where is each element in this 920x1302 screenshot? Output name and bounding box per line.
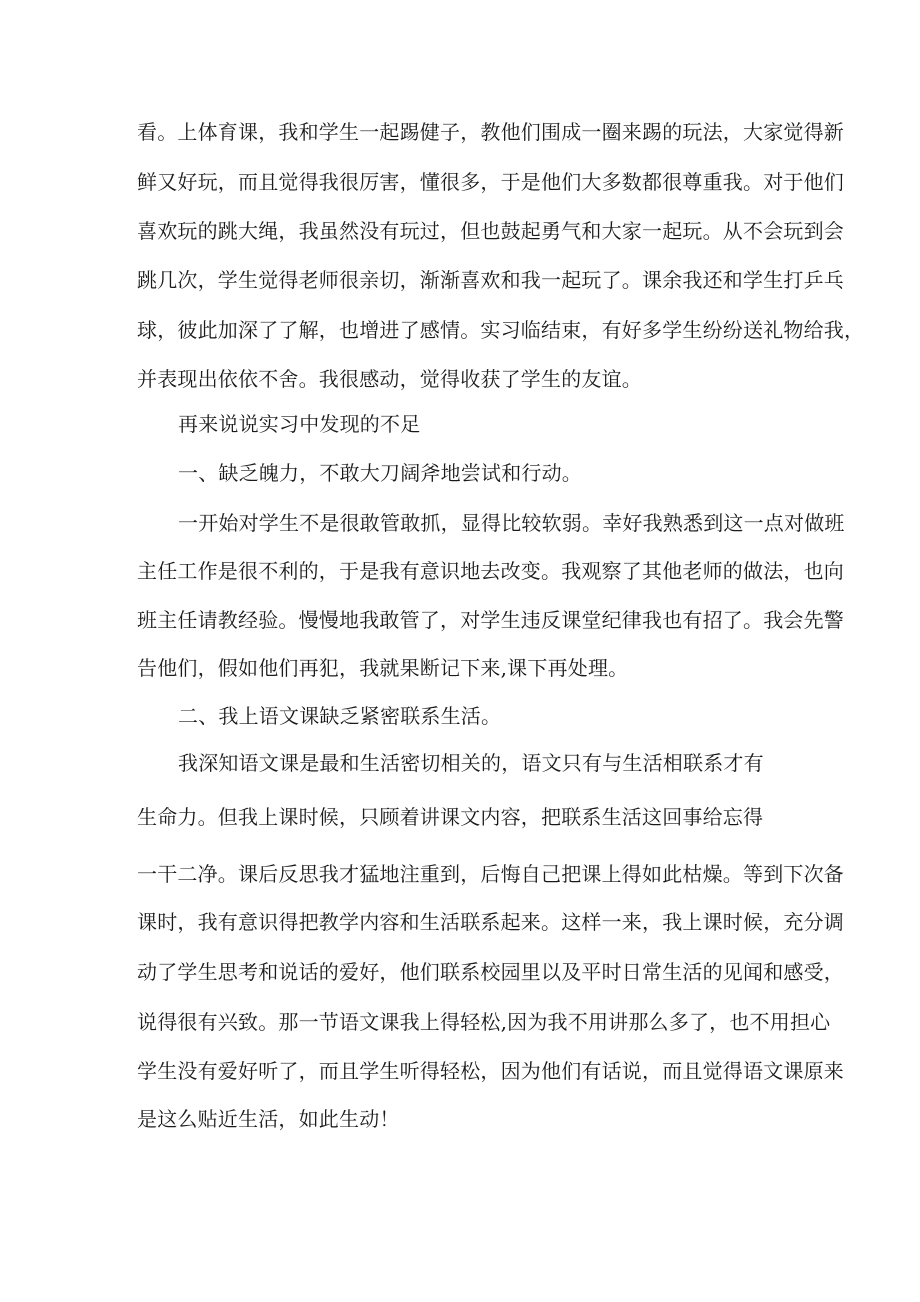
text-line: 课时，我有意识得把教学内容和生活联系起来。这样一来，我上课时候，充分调 <box>137 910 844 934</box>
text-line: 主任工作是很不利的，于是我有意识地去改变。我观察了其他老师的做法，也向 <box>137 559 844 583</box>
text-line: 学生没有爱好听了，而且学生听得轻松，因为他们有话说，而且觉得语文课原来 <box>137 1059 844 1083</box>
point-heading: 一、缺乏魄力，不敢大刀阔斧地尝试和行动。 <box>178 461 582 485</box>
section-heading: 再来说说实习中发现的不足 <box>178 412 421 436</box>
text-line: 一开始对学生不是很敢管敢抓，显得比较软弱。幸好我熟悉到这一点对做班 <box>178 511 845 535</box>
text-line: 看。上体育课，我和学生一起踢健子，教他们围成一圈来踢的玩法，大家觉得新 <box>137 120 844 144</box>
text-line: 跳几次，学生觉得老师很亲切，渐渐喜欢和我一起玩了。课余我还和学生打乒乓 <box>137 268 844 292</box>
text-line: 动了学生思考和说话的爱好，他们联系校园里以及平时日常生活的见闻和感受， <box>137 960 844 984</box>
text-line: 说得很有兴致。那一节语文课我上得轻松,因为我不用讲那么多了，也不用担心 <box>137 1010 831 1034</box>
text-line: 告他们，假如他们再犯，我就果断记下来,课下再处理。 <box>137 656 629 680</box>
point-heading: 二、我上语文课缺乏紧密联系生活。 <box>178 704 502 728</box>
text-line: 班主任请教经验。慢慢地我敢管了，对学生违反课堂纪律我也有招了。我会先警 <box>137 608 844 632</box>
text-line: 一干二净。课后反思我才猛地注重到，后悔自己把课上得如此枯燥。等到下次备 <box>137 862 844 886</box>
text-line: 鲜又好玩，而且觉得我很厉害，懂很多，于是他们大多数都很尊重我。对于他们 <box>137 170 844 194</box>
text-line: 喜欢玩的跳大绳，我虽然没有玩过，但也鼓起勇气和大家一起玩。从不会玩到会 <box>137 219 844 243</box>
text-line: 我深知语文课是最和生活密切相关的，语文只有与生活相联系才有 <box>178 751 764 775</box>
text-line: 是这么贴近生活，如此生动！ <box>137 1107 400 1131</box>
text-line: 球，彼此加深了了解，也增进了感情。实习临结束，有好多学生纷纷送礼物给我， <box>137 318 865 342</box>
text-line: 并表现出依依不舍。我很感动，觉得收获了学生的友谊。 <box>137 367 642 391</box>
text-line: 生命力。但我上课时候，只顾着讲课文内容，把联系生活这回事给忘得 <box>137 805 764 829</box>
